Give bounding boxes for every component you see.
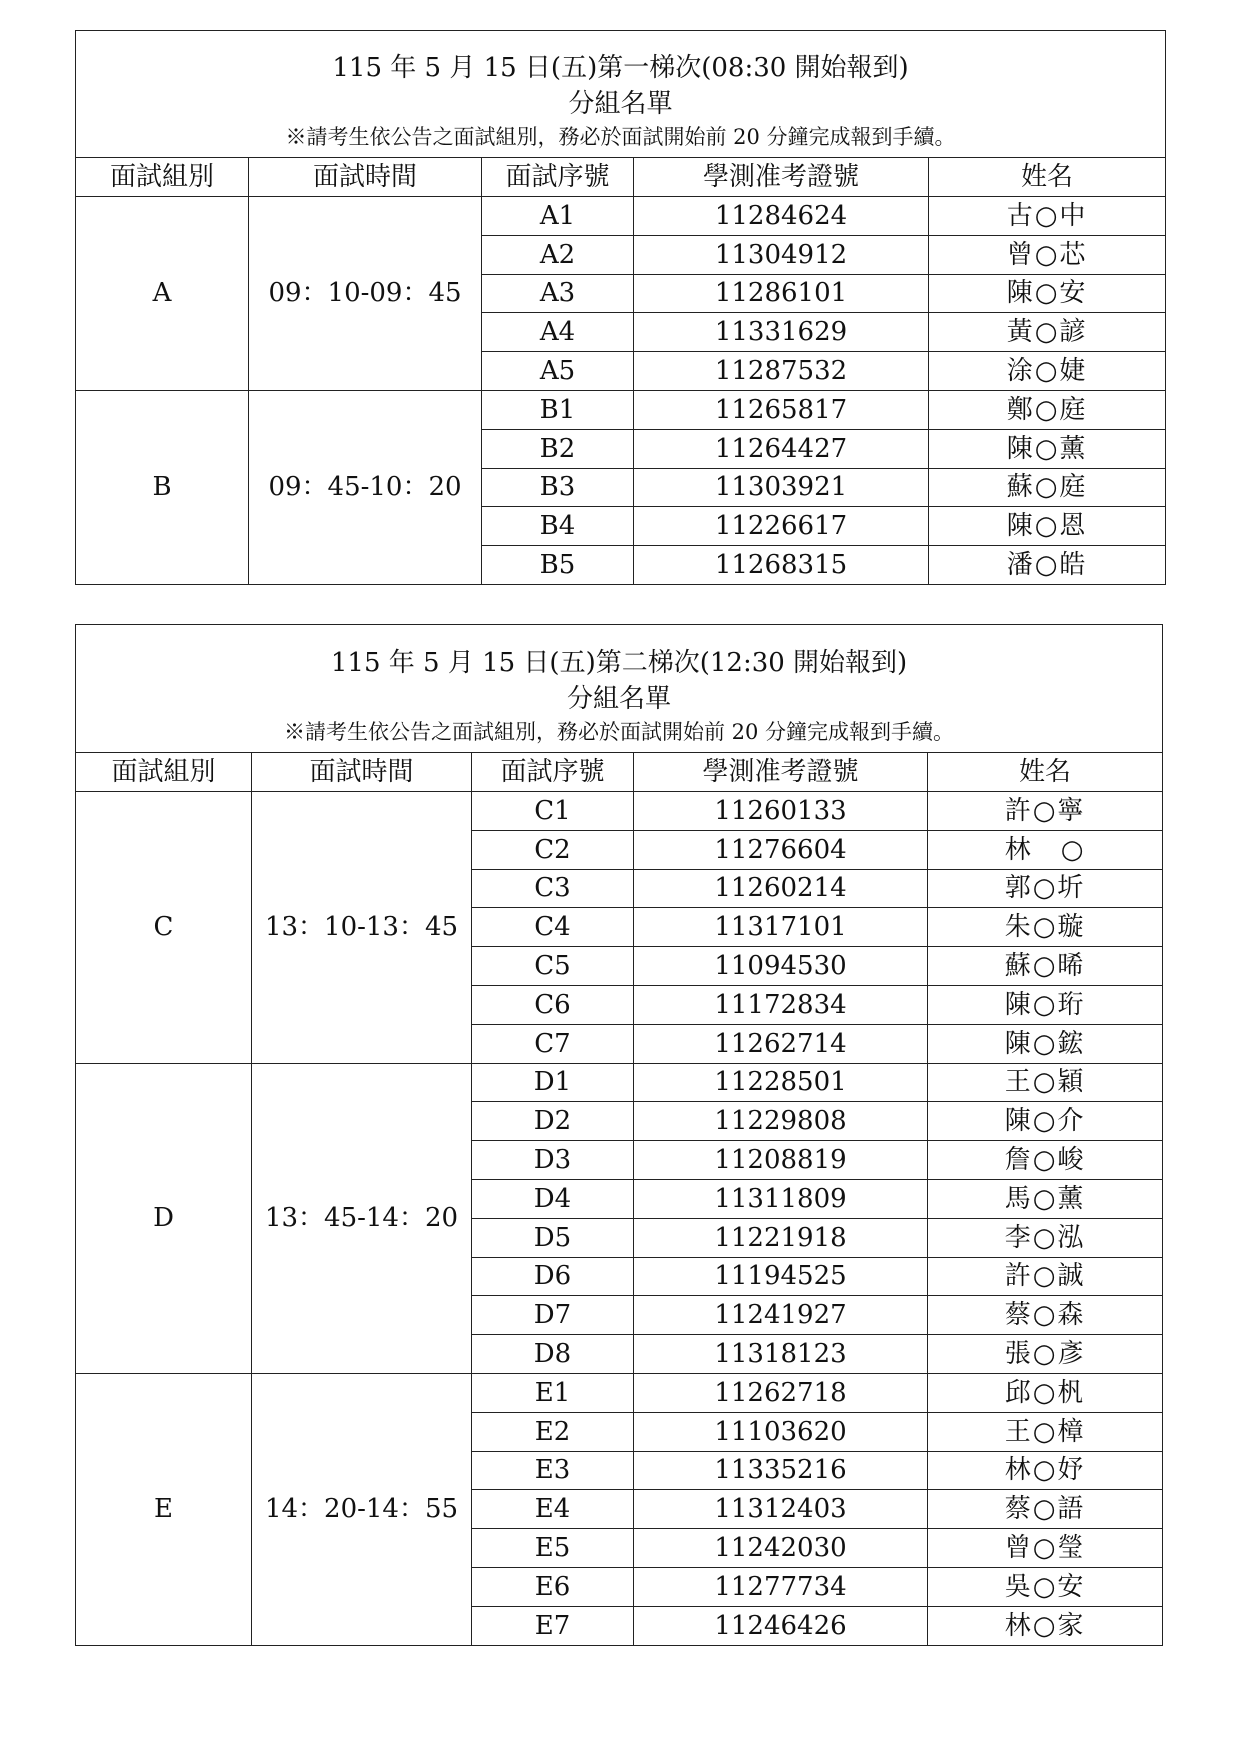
seq-cell: D6 <box>472 1257 634 1296</box>
name-cell: 林○妤 <box>928 1451 1163 1490</box>
table-2-column-headers <box>76 753 1163 792</box>
name-cell: 陳○恩 <box>929 507 1166 546</box>
name-cell: 許○誠 <box>928 1257 1163 1296</box>
seq-cell: E4 <box>472 1490 634 1529</box>
schedule-table-2 <box>75 624 1163 1646</box>
name-cell: 曾○瑩 <box>928 1529 1163 1568</box>
seq-cell: D2 <box>472 1102 634 1141</box>
exam-id-cell: 11317101 <box>634 908 928 947</box>
name-cell: 邱○杋 <box>928 1373 1163 1412</box>
exam-id-cell: 11246426 <box>634 1606 928 1645</box>
table-1-subtitle: 分組名單 <box>568 89 673 119</box>
seq-cell: E1 <box>472 1373 634 1412</box>
name-cell: 吳○安 <box>928 1567 1163 1606</box>
seq-cell: B3 <box>482 468 634 507</box>
exam-id-cell: 11284624 <box>634 197 929 236</box>
seq-cell: A5 <box>482 352 634 391</box>
name-cell: 蔡○森 <box>928 1296 1163 1335</box>
exam-id-cell: 11208819 <box>634 1141 928 1180</box>
exam-id-cell: 11286101 <box>634 274 929 313</box>
col-header-name: 姓名 <box>929 158 1166 197</box>
group-cell: C <box>76 792 252 1064</box>
exam-id-cell: 11318123 <box>634 1335 928 1374</box>
seq-cell: A1 <box>482 197 634 236</box>
col-header-name: 姓名 <box>928 753 1163 792</box>
seq-cell: E5 <box>472 1529 634 1568</box>
time-cell: 09：10-09：45 <box>249 197 482 391</box>
col-header-id: 學測准考證號 <box>634 753 928 792</box>
group-cell: E <box>76 1373 252 1645</box>
exam-id-cell: 11276604 <box>634 830 928 869</box>
seq-cell: B1 <box>482 390 634 429</box>
group-cell: D <box>76 1063 252 1373</box>
name-cell: 陳○珩 <box>928 985 1163 1024</box>
table-1-note: ※請考生依公告之面試組別，務必於面試開始前 20 分鐘完成報到手續。 <box>285 125 956 149</box>
exam-id-cell: 11304912 <box>634 235 929 274</box>
exam-id-cell: 11262714 <box>634 1024 928 1063</box>
name-cell: 李○泓 <box>928 1218 1163 1257</box>
schedule-table-1 <box>75 30 1166 585</box>
col-header-time: 面試時間 <box>252 753 472 792</box>
name-cell: 古○中 <box>929 197 1166 236</box>
name-cell: 涂○婕 <box>929 352 1166 391</box>
exam-id-cell: 11194525 <box>634 1257 928 1296</box>
seq-cell: E6 <box>472 1567 634 1606</box>
seq-cell: E7 <box>472 1606 634 1645</box>
name-cell: 蘇○庭 <box>929 468 1166 507</box>
exam-id-cell: 11172834 <box>634 985 928 1024</box>
name-cell: 陳○安 <box>929 274 1166 313</box>
exam-id-cell: 11094530 <box>634 947 928 986</box>
name-cell: 蘇○晞 <box>928 947 1163 986</box>
seq-cell: C5 <box>472 947 634 986</box>
name-cell: 王○樟 <box>928 1412 1163 1451</box>
exam-id-cell: 11335216 <box>634 1451 928 1490</box>
table-row <box>76 1373 1163 1412</box>
seq-cell: D4 <box>472 1179 634 1218</box>
exam-id-cell: 11303921 <box>634 468 929 507</box>
seq-cell: B4 <box>482 507 634 546</box>
seq-cell: B5 <box>482 546 634 585</box>
exam-id-cell: 11103620 <box>634 1412 928 1451</box>
seq-cell: C7 <box>472 1024 634 1063</box>
seq-cell: B2 <box>482 429 634 468</box>
name-cell: 王○穎 <box>928 1063 1163 1102</box>
col-header-group: 面試組別 <box>76 753 252 792</box>
seq-cell: C4 <box>472 908 634 947</box>
seq-cell: E3 <box>472 1451 634 1490</box>
name-cell: 林 ○ <box>928 830 1163 869</box>
seq-cell: C3 <box>472 869 634 908</box>
exam-id-cell: 11265817 <box>634 390 929 429</box>
exam-id-cell: 11229808 <box>634 1102 928 1141</box>
exam-id-cell: 11241927 <box>634 1296 928 1335</box>
seq-cell: D3 <box>472 1141 634 1180</box>
exam-id-cell: 11242030 <box>634 1529 928 1568</box>
table-1-body <box>76 31 1166 585</box>
exam-id-cell: 11264427 <box>634 429 929 468</box>
name-cell: 潘○皓 <box>929 546 1166 585</box>
exam-id-cell: 11331629 <box>634 313 929 352</box>
table-row <box>76 1063 1163 1102</box>
name-cell: 詹○峻 <box>928 1141 1163 1180</box>
table-2-subtitle: 分組名單 <box>567 683 672 714</box>
table-1-header <box>76 31 1166 158</box>
name-cell: 馬○薰 <box>928 1179 1163 1218</box>
name-cell: 朱○璇 <box>928 908 1163 947</box>
name-cell: 蔡○語 <box>928 1490 1163 1529</box>
time-cell: 14：20-14：55 <box>252 1373 472 1645</box>
seq-cell: C6 <box>472 985 634 1024</box>
name-cell: 林○家 <box>928 1606 1163 1645</box>
exam-id-cell: 11221918 <box>634 1218 928 1257</box>
name-cell: 陳○鋐 <box>928 1024 1163 1063</box>
table-row <box>76 197 1166 236</box>
table-row <box>76 792 1163 831</box>
name-cell: 黃○諺 <box>929 313 1166 352</box>
col-header-id: 學測准考證號 <box>634 158 929 197</box>
table-2-title: 115 年 5 月 15 日(五)第二梯次(12:30 開始報到) <box>330 647 908 678</box>
name-cell: 郭○圻 <box>928 869 1163 908</box>
col-header-group: 面試組別 <box>76 158 249 197</box>
name-cell: 張○彥 <box>928 1335 1163 1374</box>
exam-id-cell: 11226617 <box>634 507 929 546</box>
exam-id-cell: 11277734 <box>634 1567 928 1606</box>
exam-id-cell: 11262718 <box>634 1373 928 1412</box>
seq-cell: E2 <box>472 1412 634 1451</box>
exam-id-cell: 11228501 <box>634 1063 928 1102</box>
seq-cell: D1 <box>472 1063 634 1102</box>
name-cell: 許○寧 <box>928 792 1163 831</box>
exam-id-cell: 11268315 <box>634 546 929 585</box>
exam-id-cell: 11260214 <box>634 869 928 908</box>
table-row <box>76 390 1166 429</box>
table-2-body <box>76 625 1163 1646</box>
name-cell: 鄭○庭 <box>929 390 1166 429</box>
exam-id-cell: 11260133 <box>634 792 928 831</box>
group-cell: B <box>76 390 249 584</box>
time-cell: 13：10-13：45 <box>252 792 472 1064</box>
table-2-note: ※請考生依公告之面試組別，務必於面試開始前 20 分鐘完成報到手續。 <box>283 719 955 744</box>
seq-cell: A4 <box>482 313 634 352</box>
col-header-time: 面試時間 <box>249 158 482 197</box>
time-cell: 09：45-10：20 <box>249 390 482 584</box>
seq-cell: C1 <box>472 792 634 831</box>
seq-cell: A3 <box>482 274 634 313</box>
seq-cell: A2 <box>482 235 634 274</box>
name-cell: 陳○薰 <box>929 429 1166 468</box>
col-header-seq: 面試序號 <box>472 753 634 792</box>
exam-id-cell: 11311809 <box>634 1179 928 1218</box>
group-cell: A <box>76 197 249 391</box>
col-header-seq: 面試序號 <box>482 158 634 197</box>
name-cell: 陳○介 <box>928 1102 1163 1141</box>
table-1-column-headers <box>76 158 1166 197</box>
name-cell: 曾○芯 <box>929 235 1166 274</box>
exam-id-cell: 11312403 <box>634 1490 928 1529</box>
seq-cell: C2 <box>472 830 634 869</box>
seq-cell: D8 <box>472 1335 634 1374</box>
seq-cell: D7 <box>472 1296 634 1335</box>
seq-cell: D5 <box>472 1218 634 1257</box>
time-cell: 13：45-14：20 <box>252 1063 472 1373</box>
exam-id-cell: 11287532 <box>634 352 929 391</box>
table-1-title: 115 年 5 月 15 日(五)第一梯次(08:30 開始報到) <box>332 53 909 83</box>
table-2-header <box>76 625 1163 753</box>
